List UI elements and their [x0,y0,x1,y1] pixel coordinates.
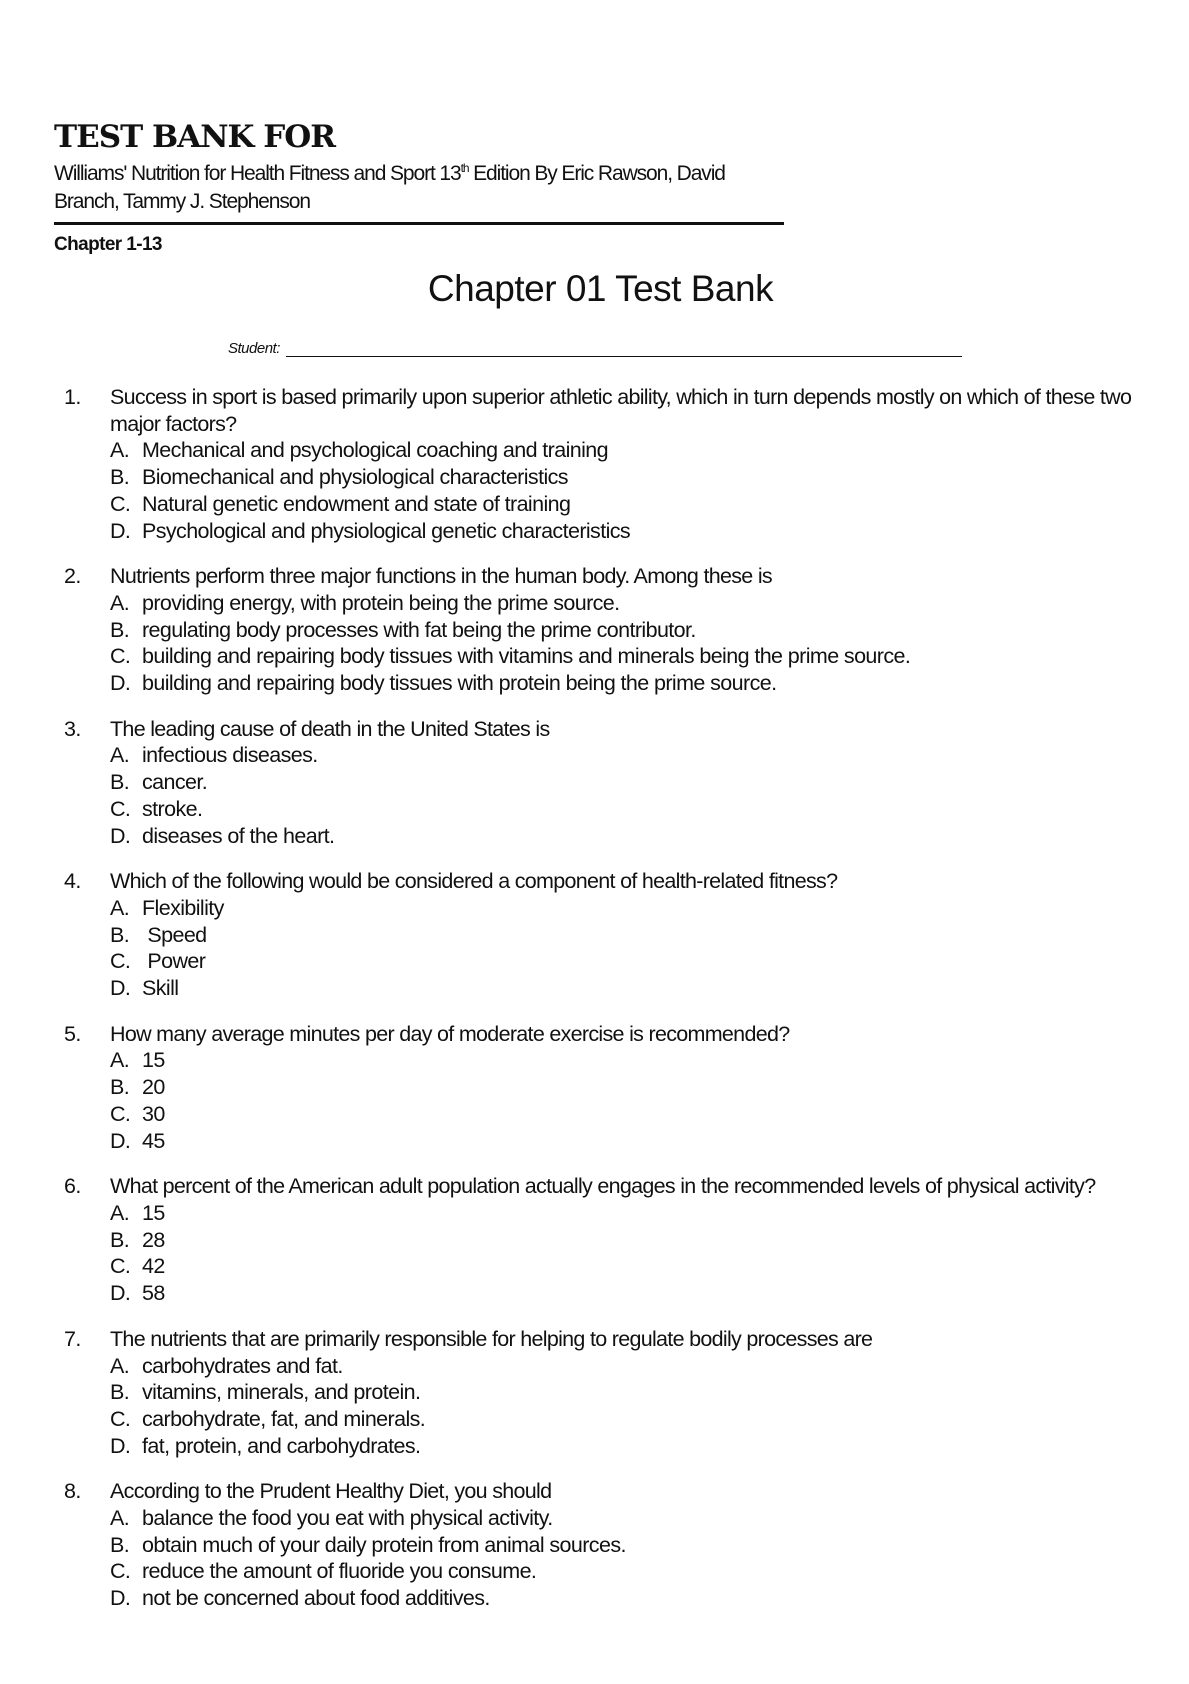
option-letter: A. [110,743,130,768]
option-text: reduce the amount of fluoride you consume. [142,1559,537,1584]
question-item [60,716,1140,850]
test-bank-title: TEST BANK FOR [54,119,336,155]
question-list [60,384,1140,1631]
option-letter: C. [110,796,131,821]
question-body [110,1173,1140,1307]
question-item [60,563,1140,697]
option-text: balance the food you eat with physical activity. [142,1506,553,1531]
question-text: Which of the following would be considered a component of health-related fitness? [110,869,838,894]
question-number: 4. [64,869,81,894]
answer-option [110,1074,1140,1101]
option-letter: C. [110,1254,131,1279]
option-letter: A. [110,438,130,463]
question-item [60,1021,1140,1155]
answer-options [110,895,1140,1002]
answer-option [110,948,1140,975]
answer-option [110,464,1140,491]
question-number: 2. [64,564,81,589]
question-body [110,1478,1140,1612]
answer-options [110,437,1140,544]
question-number: 6. [64,1174,81,1199]
option-letter: C. [110,1406,131,1431]
question-item [60,384,1140,544]
answer-option [110,1101,1140,1128]
answer-option [110,590,1140,617]
chapter-range: Chapter 1-13 [54,234,162,255]
option-letter: B. [110,922,130,947]
option-letter: C. [110,1559,131,1584]
option-letter: D. [110,518,131,543]
question-body [110,1326,1140,1460]
option-letter: D. [110,1281,131,1306]
answer-option [110,796,1140,823]
answer-option [110,1585,1140,1612]
answer-option [110,437,1140,464]
option-text: 42 [142,1254,165,1279]
question-number: 3. [64,716,81,741]
question-item [60,1326,1140,1460]
option-letter: D. [110,671,131,696]
question-number: 7. [64,1326,81,1351]
option-text: Power [142,949,206,974]
option-letter: A. [110,590,130,615]
question-body [110,384,1140,544]
answer-option [110,1406,1140,1433]
option-text: diseases of the heart. [142,823,335,848]
answer-option [110,518,1140,545]
option-letter: A. [110,1353,130,1378]
option-letter: D. [110,823,131,848]
option-letter: B. [110,1227,130,1252]
answer-option [110,491,1140,518]
option-letter: C. [110,1101,131,1126]
question-item [60,868,1140,1002]
answer-options [110,1353,1140,1460]
answer-option [110,1532,1140,1559]
option-text: fat, protein, and carbohydrates. [142,1433,421,1458]
question-number: 5. [64,1021,81,1046]
option-text: Biomechanical and physiological characteristics [142,465,568,490]
option-letter: B. [110,1075,130,1100]
option-text: 28 [142,1227,165,1252]
option-letter: B. [110,1532,130,1557]
answer-option [110,1558,1140,1585]
option-text: 58 [142,1281,165,1306]
option-letter: C. [110,949,131,974]
option-letter: C. [110,491,131,516]
answer-option [110,670,1140,697]
question-number: 8. [64,1479,81,1504]
question-body [110,716,1140,850]
question-text: The nutrients that are primarily responsible for helping to regulate bodily processes are [110,1326,873,1351]
answer-option [110,823,1140,850]
option-letter: A. [110,895,130,920]
option-letter: A. [110,1200,130,1225]
option-text: cancer. [142,770,208,795]
answer-options [110,590,1140,697]
option-text: obtain much of your daily protein from animal sources. [142,1532,626,1557]
answer-option [110,922,1140,949]
option-text: 20 [142,1075,165,1100]
answer-option [110,769,1140,796]
question-body [110,1021,1140,1155]
question-body [110,563,1140,697]
option-letter: D. [110,1128,131,1153]
answer-option [110,742,1140,769]
option-text: carbohydrate, fat, and minerals. [142,1406,426,1431]
option-text: 15 [142,1048,165,1073]
option-letter: D. [110,1586,131,1611]
chapter-heading: Chapter 01 Test Bank [427,268,774,309]
answer-option [110,1227,1140,1254]
option-text: 15 [142,1200,165,1225]
book-info [54,160,784,225]
answer-option [110,617,1140,644]
answer-option [110,975,1140,1002]
option-letter: B. [110,465,130,490]
option-letter: B. [110,770,130,795]
option-letter: A. [110,1506,130,1531]
answer-options [110,1200,1140,1307]
option-text: Psychological and physiological genetic characteristics [142,518,631,543]
option-text: Natural genetic endowment and state of training [142,491,571,516]
answer-option [110,1353,1140,1380]
question-number: 1. [64,385,81,409]
answer-option [110,643,1140,670]
question-body [110,868,1140,1002]
student-label: Student: [228,340,280,357]
option-letter: C. [110,644,131,669]
option-text: building and repairing body tissues with protein being the prime source. [142,671,777,696]
answer-option [110,1505,1140,1532]
answer-option [110,1128,1140,1155]
option-text: infectious diseases. [142,743,318,768]
question-text: Nutrients perform three major functions in the human body. Among these is [110,564,772,589]
option-text: stroke. [142,796,203,821]
answer-option [110,1253,1140,1280]
option-text: providing energy, with protein being the prime source. [142,590,620,615]
question-text: What percent of the American adult population actually engages in the recommended levels of physical activity? [110,1174,1096,1199]
option-text: Skill [142,976,179,1001]
question-text: How many average minutes per day of moderate exercise is recommended? [110,1021,790,1046]
answer-options [110,1047,1140,1154]
answer-option [110,1200,1140,1227]
answer-options [110,1505,1140,1612]
option-text: Mechanical and psychological coaching and training [142,438,609,463]
answer-option [110,1433,1140,1460]
answer-option [110,1379,1140,1406]
question-item [60,1173,1140,1307]
book-info-title: Williams' Nutrition for Health Fitness and Sport 13 [54,162,461,185]
student-row [228,338,962,357]
option-text: 30 [142,1101,165,1126]
option-text: Flexibility [142,895,224,920]
option-text: building and repairing body tissues with vitamins and minerals being the prime source. [142,644,911,669]
answer-option [110,1280,1140,1307]
document-header [54,118,784,256]
question-text: According to the Prudent Healthy Diet, you should [110,1479,552,1504]
question-text: Success in sport is based primarily upon superior athletic ability, which in turn depends mostly on which of these two major factors? [110,385,1132,436]
question-text: The leading cause of death in the United States is [110,716,550,741]
option-letter: A. [110,1048,130,1073]
option-text: Speed [142,922,207,947]
option-text: vitamins, minerals, and protein. [142,1380,421,1405]
option-text: regulating body processes with fat being the prime contributor. [142,617,696,642]
book-info-authors: Edition By Eric Rawson, David Branch, Tammy J. Stephenson [54,162,725,213]
edition-superscript: th [460,161,469,175]
option-letter: B. [110,617,130,642]
answer-options [110,742,1140,849]
answer-option [110,895,1140,922]
answer-option [110,1047,1140,1074]
option-text: 45 [142,1128,165,1153]
option-letter: D. [110,976,131,1001]
question-item [60,1478,1140,1612]
student-name-line [286,338,962,357]
option-text: not be concerned about food additives. [142,1586,490,1611]
option-letter: D. [110,1433,131,1458]
option-text: carbohydrates and fat. [142,1353,343,1378]
option-letter: B. [110,1380,130,1405]
